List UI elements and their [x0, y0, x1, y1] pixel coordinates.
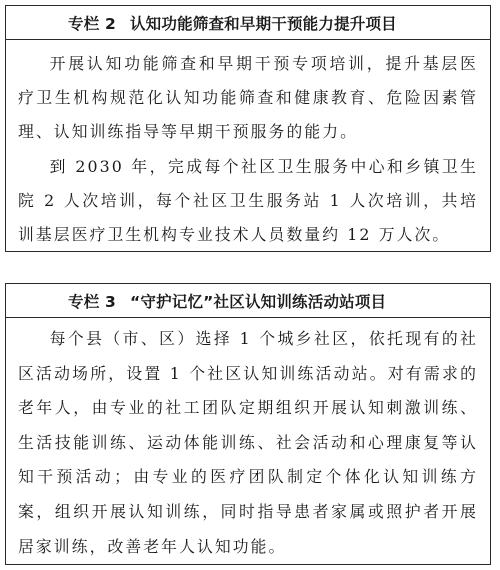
column-box-2	[5, 5, 491, 252]
column-body	[6, 40, 490, 252]
body-paragraph: 到 2030 年，完成每个社区卫生服务中心和乡镇卫生院 2 人次培训，每个社区卫生服务站 1 人次培训，共培训基层医疗卫生机构专业技术人员数量约 12 万人次。	[18, 156, 478, 245]
body-paragraph: 每个县（市、区）选择 1 个城乡社区，依托现有的社区活动场所，设置 1 个社区认知训练活动站。对有需求的老年人，由专业的社工团队定期组织开展认知刺激训练、生活技能训练、运动体能训练、社会活动和心理康复等认知干预活动；由专业的医疗团队制定个体化认知训练方案，组织开展认知训练，同时指导患者家属或照护者开展居家训练，改善老年人认知功能。	[18, 329, 478, 556]
body-paragraph: 开展认知功能筛查和早期干预专项培训，提升基层医疗卫生机构规范化认知功能筛查和健康教育、危险因素管理、认知训练指导等早期干预服务的能力。	[18, 54, 478, 142]
column-title: 认知功能筛查和早期干预能力提升项目	[129, 14, 397, 33]
column-title: “守护记忆”社区认知训练活动站项目	[129, 292, 387, 311]
column-label: 专栏 2	[68, 14, 116, 33]
column-header	[6, 6, 490, 40]
column-body	[6, 318, 490, 564]
column-header	[6, 284, 490, 318]
column-label: 专栏 3	[68, 292, 116, 311]
column-box-3	[5, 283, 491, 565]
